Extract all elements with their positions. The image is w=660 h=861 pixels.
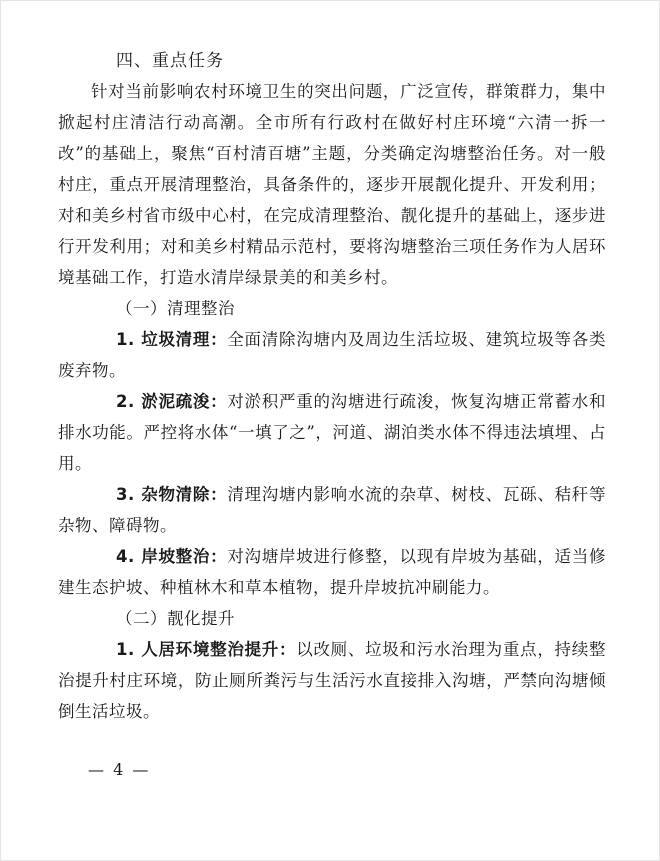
task-item-label: 1. 垃圾清理：: [116, 330, 228, 349]
subsection-heading-beautify: （二）靓化提升: [116, 609, 235, 628]
task-item: [58, 386, 606, 479]
document-body: [58, 46, 606, 727]
task-item: [58, 479, 606, 541]
task-item: [58, 324, 606, 386]
task-item: [58, 634, 606, 727]
task-item-label: 1. 人居环境整治提升：: [116, 640, 297, 659]
subsection-heading-cleanup: （一）清理整治: [116, 299, 235, 318]
section-heading: 四、重点任务: [116, 51, 224, 71]
task-item-label: 4. 岸坡整治：: [116, 547, 228, 566]
task-item-label: 2. 淤泥疏浚：: [116, 392, 228, 411]
task-item-text: 清理沟塘内影响水流的杂草、树枝、瓦砾、秸秆等杂物、障碍物。: [58, 485, 606, 535]
task-item-text: 以改厕、垃圾和污水治理为重点，持续整治提升村庄环境，防止厕所粪污与生活污水直接排入沟塘，严禁向沟塘倾倒生活垃圾。: [58, 640, 606, 721]
task-item: [58, 541, 606, 603]
intro-paragraph: 针对当前影响农村环境卫生的突出问题，广泛宣传，群策群力，集中掀起村庄清洁行动高潮。全市所有行政村在做好村庄环境“六清一拆一改”的基础上，聚焦“百村清百塘”主题，分类确定沟塘整治任务。对一般村庄，重点开展清理整治，具备条件的，逐步开展靓化提升、开发利用；对和美乡村省市级中心村，在完成清理整治、靓化提升的基础上，逐步进行开发利用；对和美乡村精品示范村，要将沟塘整治三项任务作为人居环境基础工作，打造水清岸绿景美的和美乡村。: [58, 82, 606, 287]
task-item-text: 对淤积严重的沟塘进行疏浚，恢复沟塘正常蓄水和排水功能。严控将水体“一填了之”，河道、湖泊类水体不得违法填埋、占用。: [58, 392, 606, 473]
page-number: — 4 —: [88, 760, 151, 779]
task-item-text: 对沟塘岸坡进行修整，以现有岸坡为基础，适当修建生态护坡、种植林木和草本植物，提升岸坡抗冲刷能力。: [58, 547, 606, 597]
task-item-label: 3. 杂物清除：: [116, 485, 228, 504]
task-item-text: 全面清除沟塘内及周边生活垃圾、建筑垃圾等各类废弃物。: [58, 330, 606, 380]
